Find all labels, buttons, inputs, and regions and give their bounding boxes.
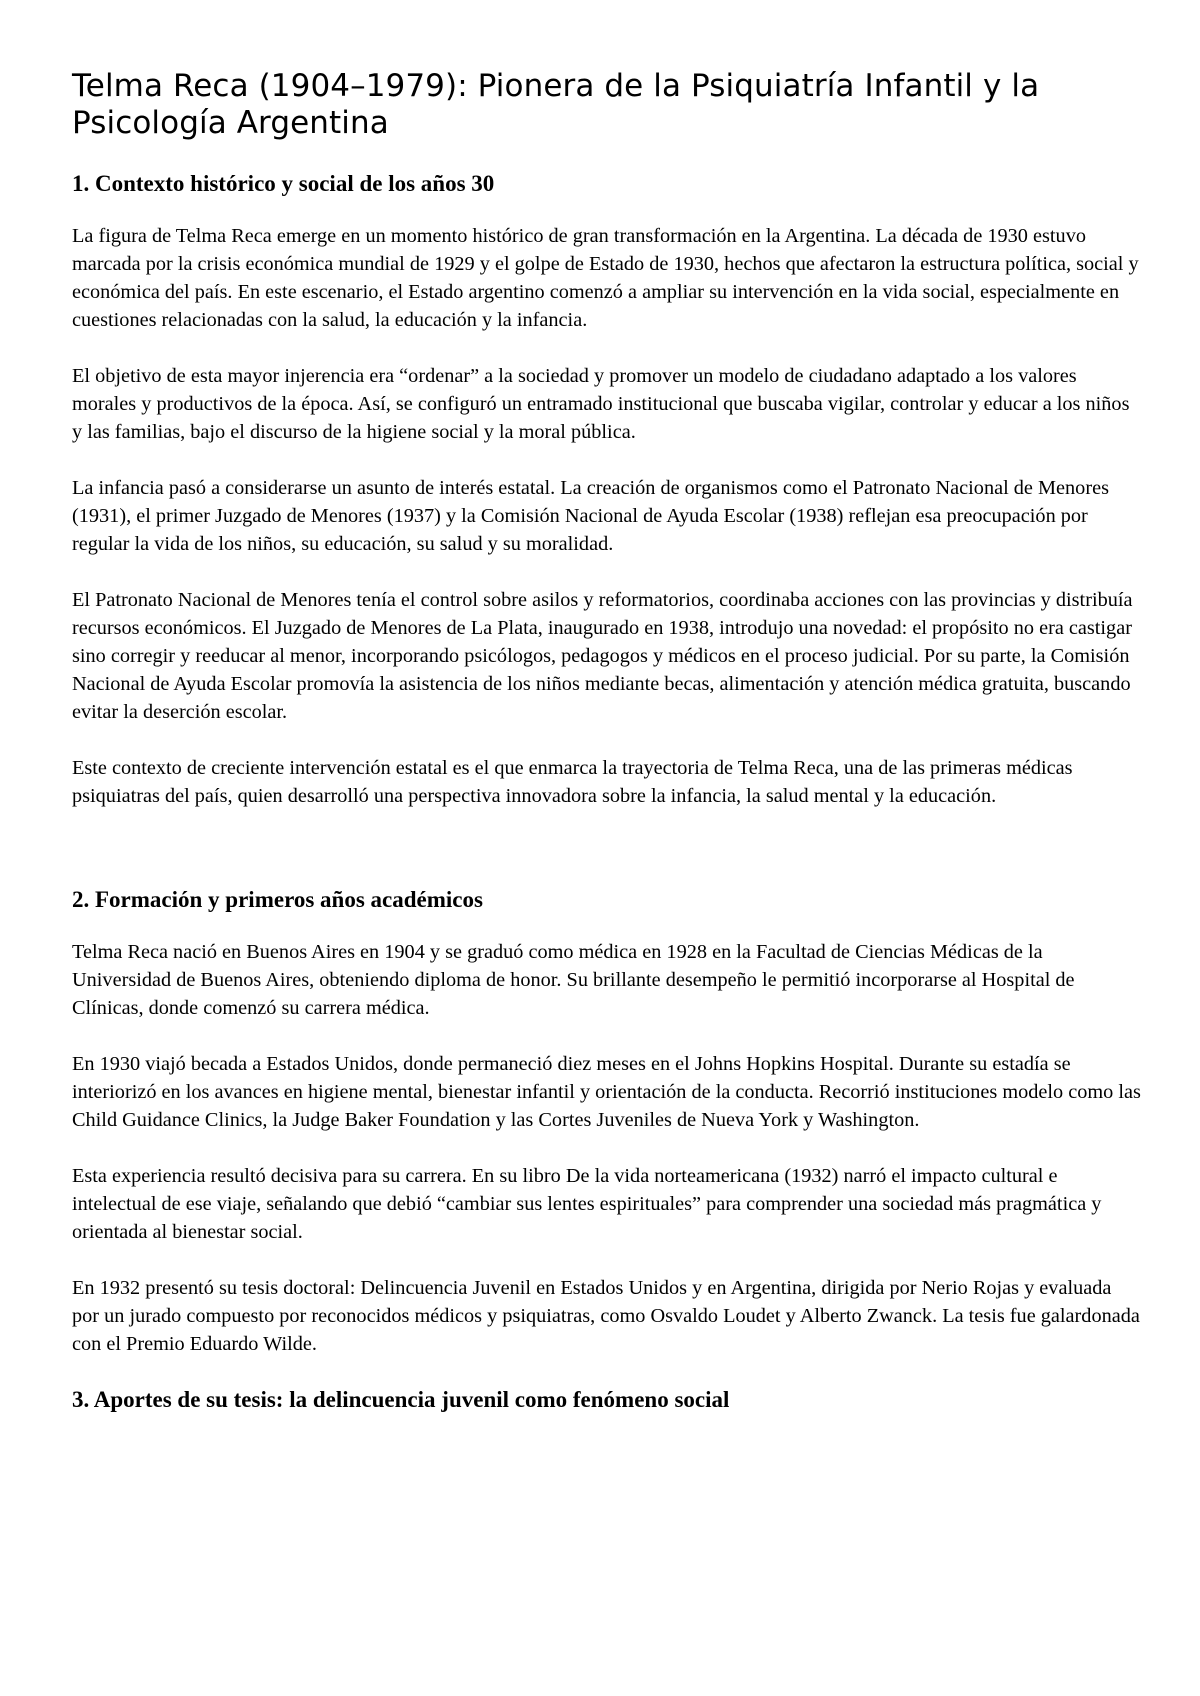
- paragraph: En 1930 viajó becada a Estados Unidos, donde permaneció diez meses en el Johns Hopkins Hospital. Durante su estadía se interiorizó en los avances en higiene mental, bienestar infantil y orientación de la conducta. Recorrió instituciones modelo como las Child Guidance Clinics, la Judge Baker Foundation y las Cortes Juveniles de Nueva York y Washington.: [72, 1053, 1141, 1131]
- paragraph: En 1932 presentó su tesis doctoral: Delincuencia Juvenil en Estados Unidos y en Argentina, dirigida por Nerio Rojas y evaluada por un jurado compuesto por reconocidos médicos y psiquiatras, como Osvaldo Loudet y Alberto Zwanck. La tesis fue galardonada con el Premio Eduardo Wilde.: [72, 1277, 1140, 1355]
- document-content: [72, 68, 1142, 1438]
- section-heading: 2. Formación y primeros años académicos: [72, 887, 483, 912]
- paragraph: Este contexto de creciente intervención estatal es el que enmarca la trayectoria de Telma Reca, una de las primeras médicas psiquiatras del país, quien desarrolló una perspectiva innovadora sobre la infancia, la salud mental y la educación.: [72, 757, 1073, 807]
- paragraph: La infancia pasó a considerarse un asunto de interés estatal. La creación de organismos como el Patronato Nacional de Menores (1931), el primer Juzgado de Menores (1937) y la Comisión Nacional de Ayuda Escolar (1938) reflejan esa preocupación por regular la vida de los niños, su educación, su salud y su moralidad.: [72, 477, 1109, 555]
- paragraph: Telma Reca nació en Buenos Aires en 1904 y se graduó como médica en 1928 en la Facultad de Ciencias Médicas de la Universidad de Buenos Aires, obteniendo diploma de honor. Su brillante desempeño le permitió incorporarse al Hospital de Clínicas, donde comenzó su carrera médica.: [72, 941, 1075, 1019]
- paragraph: Esta experiencia resultó decisiva para su carrera. En su libro De la vida norteamericana (1932) narró el impacto cultural e intelectual de ese viaje, señalando que debió “cambiar sus lentes espirituales” para comprender una sociedad más pragmática y orientada al bienestar social.: [72, 1165, 1102, 1243]
- section-thesis-contributions: [72, 1386, 1142, 1414]
- paragraph: La figura de Telma Reca emerge en un momento histórico de gran transformación en la Argentina. La década de 1930 estuvo marcada por la crisis económica mundial de 1929 y el golpe de Estado de 1930, hechos que afectaron la estructura política, social y económica del país. En este escenario, el Estado argentino comenzó a ampliar su intervención en la vida social, especialmente en cuestiones relacionadas con la salud, la educación y la infancia.: [72, 225, 1139, 331]
- section-heading: 3. Aportes de su tesis: la delincuencia juvenil como fenómeno social: [72, 1387, 730, 1412]
- section-historical-context: [72, 170, 1142, 810]
- paragraph: El objetivo de esta mayor injerencia era “ordenar” a la sociedad y promover un modelo de ciudadano adaptado a los valores morales y productivos de la época. Así, se configuró un entramado institucional que buscaba vigilar, controlar y educar a los niños y las familias, bajo el discurso de la higiene social y la moral pública.: [72, 365, 1130, 443]
- section-heading: 1. Contexto histórico y social de los años 30: [72, 171, 495, 196]
- section-education: [72, 886, 1142, 1358]
- document-title: Telma Reca (1904–1979): Pionera de la Psiquiatría Infantil y la Psicología Argentina: [72, 68, 1040, 141]
- paragraph: El Patronato Nacional de Menores tenía el control sobre asilos y reformatorios, coordinaba acciones con las provincias y distribuía recursos económicos. El Juzgado de Menores de La Plata, inaugurado en 1938, introdujo una novedad: el propósito no era castigar sino corregir y reeducar al menor, incorporando psicólogos, pedagogos y médicos en el proceso judicial. Por su parte, la Comisión Nacional de Ayuda Escolar promovía la asistencia de los niños mediante becas, alimentación y atención médica gratuita, buscando evitar la deserción escolar.: [72, 589, 1133, 723]
